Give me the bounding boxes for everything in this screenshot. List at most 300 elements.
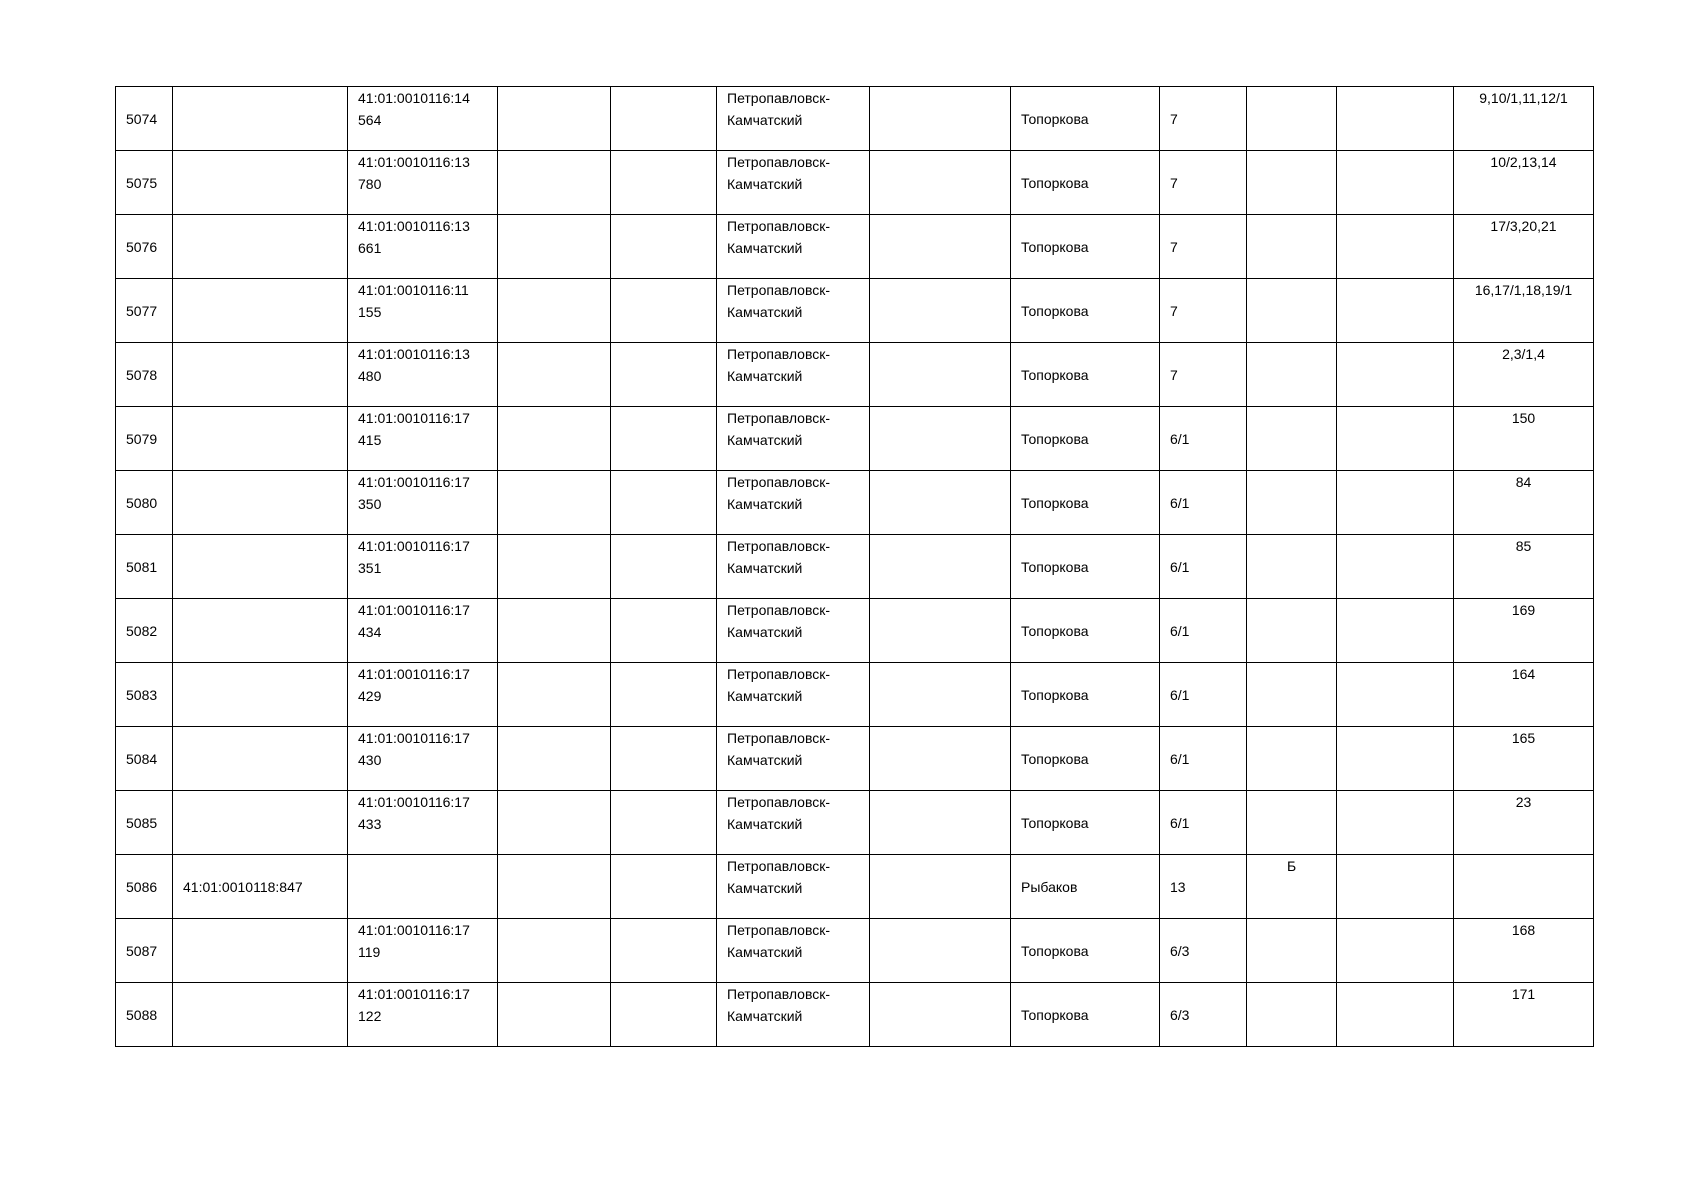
cell-empty-col-5 [611,983,717,1047]
cell-building-letter [1247,983,1337,1047]
cell-cadastral-number-2 [348,87,498,151]
table-row [116,727,1594,791]
cell-house-number [1160,151,1247,215]
cell-empty-col-11 [1337,407,1454,471]
cell-city-text-line-2: Камчатский [727,944,803,960]
cell-house-number [1160,599,1247,663]
cell-street [1011,791,1160,855]
cell-cadastral-number-2-text-line-1: 41:01:0010116:17 [358,538,470,554]
cell-house-number-text: 6/3 [1170,1006,1190,1023]
cell-street-text: Топоркова [1021,814,1089,831]
cell-street [1011,983,1160,1047]
cell-cadastral-number [173,983,348,1047]
cell-row-number-text: 5076 [126,238,158,255]
cell-building-letter [1247,919,1337,983]
cell-empty-col-4 [498,215,611,279]
cell-room-numbers-text: 164 [1511,666,1536,682]
cell-house-number [1160,791,1247,855]
cell-house-number-text: 6/1 [1170,558,1190,575]
cell-street [1011,407,1160,471]
cell-building-letter-text: Б [1287,858,1297,874]
cell-cadastral-number-2 [348,727,498,791]
cell-row-number-text: 5082 [126,622,158,639]
cell-house-number-text: 6/1 [1170,750,1190,767]
cell-row-number-text: 5078 [126,366,158,383]
cell-city [717,599,870,663]
cell-city [717,983,870,1047]
cell-cadastral-number [173,855,348,919]
cell-house-number [1160,215,1247,279]
cell-empty-col-4 [498,407,611,471]
cell-empty-col-5 [611,535,717,599]
cell-cadastral-number-2-text-line-2: 155 [358,304,382,320]
cell-house-number [1160,663,1247,727]
cell-cadastral-number-2-text-line-1: 41:01:0010116:17 [358,922,470,938]
cell-cadastral-number [173,791,348,855]
cell-city-text-line-1: Петропавловск- [727,602,831,618]
cell-cadastral-number-2-text-line-2: 430 [358,752,382,768]
cell-house-number [1160,535,1247,599]
cell-room-numbers-text: 85 [1515,538,1532,554]
cell-house-number [1160,727,1247,791]
cell-empty-col-5 [611,727,717,791]
cell-building-letter [1247,343,1337,407]
cell-street-text: Топоркова [1021,110,1089,127]
cell-empty-col-7 [870,919,1011,983]
cell-empty-col-11 [1337,343,1454,407]
cell-empty-col-4 [498,599,611,663]
cell-cadastral-number-2-text-line-2: 564 [358,112,382,128]
cell-cadastral-number-2-text-line-2: 122 [358,1008,382,1024]
table-row [116,919,1594,983]
cell-city [717,279,870,343]
cell-house-number-text: 6/1 [1170,814,1190,831]
cell-room-numbers [1454,663,1594,727]
cell-house-number [1160,983,1247,1047]
cell-room-numbers [1454,407,1594,471]
cell-empty-col-4 [498,279,611,343]
cell-empty-col-11 [1337,919,1454,983]
cell-city-text-line-1: Петропавловск- [727,410,831,426]
cell-cadastral-number [173,343,348,407]
cell-street-text: Топоркова [1021,238,1089,255]
cell-room-numbers [1454,343,1594,407]
cell-room-numbers-text: 84 [1515,474,1532,490]
cell-empty-col-7 [870,343,1011,407]
cell-cadastral-number-2 [348,215,498,279]
cell-city-text-line-1: Петропавловск- [727,538,831,554]
cell-house-number [1160,279,1247,343]
cell-house-number-text: 6/1 [1170,430,1190,447]
cell-row-number-text: 5075 [126,174,158,191]
cell-row-number-text: 5074 [126,110,158,127]
table-row [116,535,1594,599]
table-row [116,983,1594,1047]
cell-house-number-text: 7 [1170,302,1178,319]
cell-empty-col-4 [498,919,611,983]
cell-row-number [116,279,173,343]
cell-street-text: Топоркова [1021,430,1089,447]
cell-room-numbers [1454,279,1594,343]
cell-room-numbers [1454,727,1594,791]
cell-city [717,215,870,279]
cell-street-text: Топоркова [1021,558,1089,575]
cell-cadastral-number-2 [348,279,498,343]
cell-city-text-line-2: Камчатский [727,880,803,896]
cell-city-text-line-1: Петропавловск- [727,474,831,490]
cell-room-numbers [1454,919,1594,983]
cell-cadastral-number-2 [348,407,498,471]
cell-row-number-text: 5080 [126,494,158,511]
cell-building-letter [1247,471,1337,535]
cell-cadastral-number-2-text-line-1: 41:01:0010116:17 [358,986,470,1002]
cell-cadastral-number [173,279,348,343]
cell-room-numbers [1454,215,1594,279]
table-body [116,87,1594,1047]
cell-empty-col-7 [870,983,1011,1047]
cell-city-text-line-2: Камчатский [727,624,803,640]
cell-city [717,791,870,855]
cell-city [717,87,870,151]
cell-room-numbers [1454,535,1594,599]
cell-street-text: Рыбаков [1021,878,1078,895]
cell-street [1011,151,1160,215]
table-row [116,855,1594,919]
cell-city-text-line-1: Петропавловск- [727,666,831,682]
cell-house-number [1160,471,1247,535]
cell-cadastral-number-2 [348,535,498,599]
cell-empty-col-7 [870,407,1011,471]
cell-cadastral-number-2-text-line-1: 41:01:0010116:17 [358,410,470,426]
table-row [116,215,1594,279]
cell-cadastral-number [173,919,348,983]
cell-street [1011,855,1160,919]
cell-room-numbers-text: 169 [1511,602,1536,618]
cell-empty-col-7 [870,727,1011,791]
cell-empty-col-4 [498,791,611,855]
cell-cadastral-number-2-text-line-2: 429 [358,688,382,704]
cell-building-letter [1247,535,1337,599]
table-row [116,471,1594,535]
cell-building-letter [1247,727,1337,791]
cell-row-number [116,343,173,407]
cell-empty-col-4 [498,471,611,535]
cell-empty-col-5 [611,599,717,663]
cell-cadastral-number-text: 41:01:0010118:847 [183,878,303,895]
cell-row-number-text: 5077 [126,302,158,319]
cell-cadastral-number-2-text-line-1: 41:01:0010116:17 [358,730,470,746]
cell-room-numbers-text: 171 [1511,986,1536,1002]
cell-empty-col-7 [870,215,1011,279]
cell-cadastral-number-2 [348,599,498,663]
table-row [116,151,1594,215]
cell-cadastral-number-2 [348,791,498,855]
cell-empty-col-7 [870,151,1011,215]
cell-empty-col-5 [611,471,717,535]
cell-empty-col-4 [498,535,611,599]
cell-room-numbers [1454,151,1594,215]
cell-city-text-line-1: Петропавловск- [727,154,831,170]
cell-cadastral-number-2-text-line-2: 433 [358,816,382,832]
cell-street-text: Топоркова [1021,686,1089,703]
cell-room-numbers [1454,791,1594,855]
cell-empty-col-4 [498,983,611,1047]
cell-house-number-text: 7 [1170,238,1178,255]
cell-building-letter [1247,855,1337,919]
cell-room-numbers [1454,855,1594,919]
cell-empty-col-11 [1337,791,1454,855]
cell-empty-col-5 [611,855,717,919]
cell-empty-col-7 [870,535,1011,599]
cell-empty-col-4 [498,855,611,919]
cell-room-numbers-text: 168 [1511,922,1536,938]
cell-cadastral-number-2-text-line-1: 41:01:0010116:17 [358,474,470,490]
cell-cadastral-number [173,87,348,151]
cell-house-number-text: 6/1 [1170,686,1190,703]
cell-cadastral-number-2-text-line-2: 480 [358,368,382,384]
cell-row-number [116,151,173,215]
cell-city-text-line-2: Камчатский [727,304,803,320]
cell-city-text-line-1: Петропавловск- [727,346,831,362]
cell-cadastral-number-2-text-line-2: 351 [358,560,382,576]
cell-city-text-line-2: Камчатский [727,240,803,256]
cell-street-text: Топоркова [1021,622,1089,639]
cell-row-number-text: 5085 [126,814,158,831]
cell-city [717,855,870,919]
cell-row-number [116,663,173,727]
cell-city [717,535,870,599]
cell-empty-col-5 [611,87,717,151]
cell-city [717,471,870,535]
cell-city [717,663,870,727]
cell-row-number-text: 5088 [126,1006,158,1023]
cell-row-number [116,535,173,599]
cell-empty-col-4 [498,343,611,407]
cell-city-text-line-1: Петропавловск- [727,922,831,938]
cell-street-text: Топоркова [1021,750,1089,767]
cell-row-number [116,919,173,983]
cell-city-text-line-2: Камчатский [727,560,803,576]
cell-city-text-line-1: Петропавловск- [727,730,831,746]
cell-house-number [1160,87,1247,151]
cell-street [1011,663,1160,727]
cell-house-number-text: 6/1 [1170,622,1190,639]
cell-cadastral-number-2-text-line-2: 661 [358,240,382,256]
cell-empty-col-11 [1337,471,1454,535]
cell-row-number [116,855,173,919]
cell-room-numbers-text: 16,17/1,18,19/1 [1474,282,1573,298]
cell-empty-col-7 [870,663,1011,727]
cell-row-number [116,791,173,855]
cell-empty-col-7 [870,599,1011,663]
cell-cadastral-number-2-text-line-1: 41:01:0010116:17 [358,794,470,810]
cell-house-number-text: 13 [1170,878,1186,895]
cell-street-text: Топоркова [1021,494,1089,511]
cell-street [1011,919,1160,983]
cell-empty-col-5 [611,919,717,983]
cell-street [1011,87,1160,151]
cell-cadastral-number-2 [348,855,498,919]
cell-cadastral-number [173,471,348,535]
cell-city [717,151,870,215]
cell-cadastral-number [173,663,348,727]
cell-empty-col-7 [870,279,1011,343]
cell-empty-col-5 [611,279,717,343]
cell-street [1011,535,1160,599]
cell-building-letter [1247,279,1337,343]
cell-city-text-line-2: Камчатский [727,112,803,128]
cell-building-letter [1247,407,1337,471]
cell-city-text-line-2: Камчатский [727,368,803,384]
cell-empty-col-7 [870,471,1011,535]
cell-street-text: Топоркова [1021,942,1089,959]
cell-house-number-text: 6/1 [1170,494,1190,511]
cell-street [1011,727,1160,791]
cell-street [1011,279,1160,343]
cell-street [1011,343,1160,407]
cell-row-number-text: 5086 [126,878,158,895]
cell-house-number-text: 6/3 [1170,942,1190,959]
cell-empty-col-11 [1337,855,1454,919]
cell-room-numbers [1454,983,1594,1047]
cell-cadastral-number-2 [348,919,498,983]
cell-room-numbers [1454,87,1594,151]
cell-street [1011,471,1160,535]
cell-building-letter [1247,87,1337,151]
cell-cadastral-number-2-text-line-2: 780 [358,176,382,192]
cell-empty-col-4 [498,663,611,727]
cell-street-text: Топоркова [1021,1006,1089,1023]
cell-city-text-line-2: Камчатский [727,752,803,768]
cell-cadastral-number [173,407,348,471]
cell-house-number [1160,919,1247,983]
cell-row-number-text: 5081 [126,558,158,575]
cell-room-numbers-text: 17/3,20,21 [1490,218,1557,234]
cell-cadastral-number-2 [348,471,498,535]
cell-city-text-line-1: Петропавловск- [727,794,831,810]
table-row [116,343,1594,407]
cell-cadastral-number-2-text-line-1: 41:01:0010116:13 [358,154,470,170]
cell-city [717,727,870,791]
table-row [116,279,1594,343]
cell-cadastral-number-2 [348,343,498,407]
cell-room-numbers [1454,599,1594,663]
cell-row-number [116,599,173,663]
cell-empty-col-5 [611,151,717,215]
cell-cadastral-number [173,535,348,599]
cell-empty-col-5 [611,343,717,407]
cell-row-number [116,471,173,535]
cell-empty-col-11 [1337,983,1454,1047]
table-row [116,599,1594,663]
cell-cadastral-number-2 [348,151,498,215]
cell-cadastral-number-2 [348,663,498,727]
cell-city-text-line-2: Камчатский [727,176,803,192]
cell-city [717,407,870,471]
cell-street-text: Топоркова [1021,366,1089,383]
cell-cadastral-number-2-text-line-2: 119 [358,944,381,960]
cell-room-numbers-text: 10/2,13,14 [1490,154,1557,170]
cell-city-text-line-2: Камчатский [727,688,803,704]
cell-house-number-text: 7 [1170,174,1178,191]
cell-row-number-text: 5079 [126,430,158,447]
cell-cadastral-number-2-text-line-1: 41:01:0010116:13 [358,218,470,234]
cell-house-number [1160,343,1247,407]
cell-empty-col-4 [498,87,611,151]
cell-cadastral-number [173,599,348,663]
cell-room-numbers-text: 165 [1511,730,1536,746]
cell-row-number-text: 5087 [126,942,158,959]
cell-building-letter [1247,599,1337,663]
cell-house-number [1160,407,1247,471]
cell-empty-col-11 [1337,87,1454,151]
cell-building-letter [1247,663,1337,727]
cell-empty-col-11 [1337,151,1454,215]
table-row [116,87,1594,151]
cell-empty-col-7 [870,791,1011,855]
cell-empty-col-11 [1337,215,1454,279]
cell-street-text: Топоркова [1021,174,1089,191]
cell-room-numbers-text: 23 [1515,794,1532,810]
cell-empty-col-11 [1337,663,1454,727]
cell-house-number-text: 7 [1170,110,1178,127]
cell-cadastral-number [173,151,348,215]
cell-city-text-line-1: Петропавловск- [727,218,831,234]
cell-empty-col-4 [498,151,611,215]
table-row [116,791,1594,855]
cell-empty-col-5 [611,791,717,855]
cell-cadastral-number [173,727,348,791]
cell-cadastral-number-2 [348,983,498,1047]
cell-house-number-text: 7 [1170,366,1178,383]
cell-city-text-line-1: Петропавловск- [727,282,831,298]
cell-cadastral-number-2-text-line-1: 41:01:0010116:13 [358,346,470,362]
cell-row-number-text: 5083 [126,686,158,703]
cell-empty-col-11 [1337,727,1454,791]
cell-row-number [116,87,173,151]
table-row [116,663,1594,727]
cell-cadastral-number [173,215,348,279]
cell-street-text: Топоркова [1021,302,1089,319]
cell-row-number [116,407,173,471]
cell-cadastral-number-2-text-line-1: 41:01:0010116:14 [358,90,470,106]
cell-cadastral-number-2-text-line-2: 434 [358,624,382,640]
cell-street [1011,215,1160,279]
cell-building-letter [1247,151,1337,215]
table-row [116,407,1594,471]
cell-empty-col-7 [870,855,1011,919]
cell-street [1011,599,1160,663]
cell-room-numbers-text: 9,10/1,11,12/1 [1479,90,1568,106]
cell-city [717,919,870,983]
cell-city-text-line-2: Камчатский [727,816,803,832]
cell-cadastral-number-2-text-line-1: 41:01:0010116:11 [358,282,469,298]
cell-empty-col-5 [611,663,717,727]
cell-empty-col-11 [1337,279,1454,343]
cell-row-number [116,215,173,279]
cell-building-letter [1247,215,1337,279]
cell-empty-col-11 [1337,599,1454,663]
cell-room-numbers-text: 2,3/1,4 [1502,346,1545,362]
cell-city-text-line-1: Петропавловск- [727,90,831,106]
cell-empty-col-5 [611,215,717,279]
cell-cadastral-number-2-text-line-2: 415 [358,432,382,448]
cell-room-numbers-text: 150 [1511,410,1536,426]
cell-empty-col-7 [870,87,1011,151]
cell-room-numbers [1454,471,1594,535]
cell-city-text-line-2: Камчатский [727,432,803,448]
cell-city [717,343,870,407]
